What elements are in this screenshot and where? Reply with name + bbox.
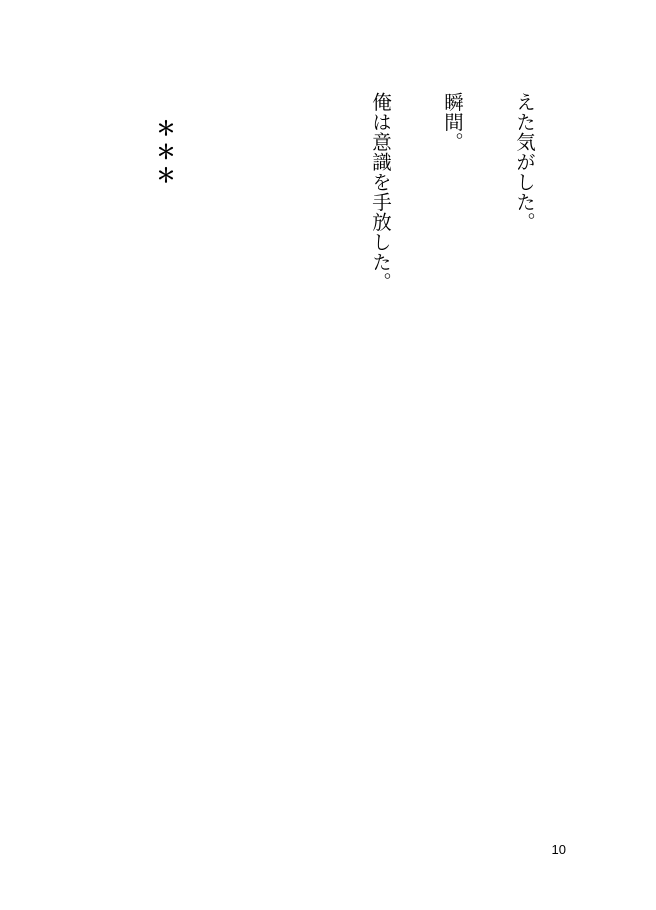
page-number: 10	[551, 842, 566, 857]
blank-line	[80, 92, 104, 810]
text-line-2: 瞬間。	[441, 92, 464, 152]
vertical-text-body	[0, 92, 584, 810]
text-line-1: えた気がした。	[513, 92, 536, 232]
section-break-stars: ＊＊＊	[153, 118, 176, 189]
blank-line	[296, 92, 320, 810]
text-line-3: 俺は意識を手放した。	[369, 92, 392, 292]
blank-line	[8, 92, 32, 810]
blank-line	[224, 92, 248, 810]
